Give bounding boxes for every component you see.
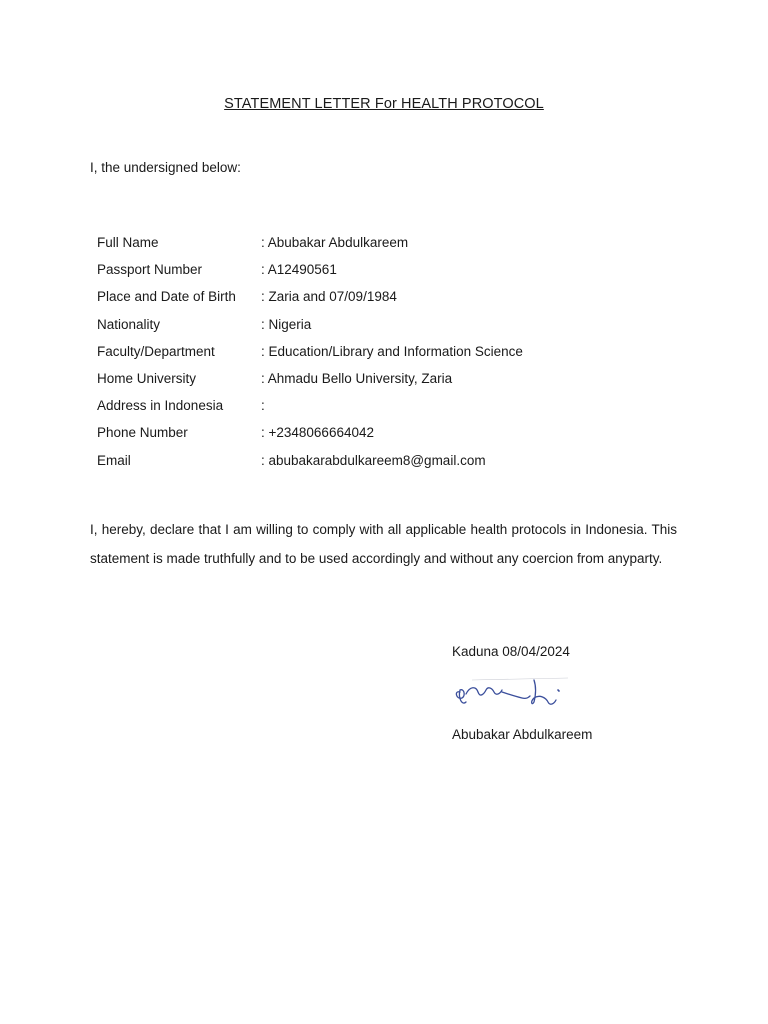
field-row-phone-number [97,425,697,452]
field-row-place-date-of-birth [97,289,697,316]
personal-details-table [97,235,697,480]
field-row-full-name [97,235,697,262]
field-label: Passport Number [97,262,203,278]
field-label: Email [97,452,131,468]
field-row-faculty-department [97,344,697,371]
field-value: : Nigeria [261,316,312,332]
field-row-home-university [97,371,697,398]
field-value: : Education/Library and Information Science [261,343,523,359]
field-label: Phone Number [97,425,188,441]
signer-name: Abubakar Abdulkareem [452,727,593,742]
field-value: : Ahmadu Bello University, Zaria [261,370,453,386]
field-label: Faculty/Department [97,343,215,359]
field-value: : Abubakar Abdulkareem [261,235,409,250]
field-value: : A12490561 [261,262,337,278]
field-row-passport-number [97,262,697,289]
field-value: : Zaria and 07/09/1984 [261,289,397,305]
field-label: Full Name [97,235,159,250]
intro-text: I, the undersigned below: [90,160,241,175]
field-row-email [97,453,697,480]
field-row-address-in-indonesia [97,398,697,425]
field-label: Home University [97,370,197,386]
field-label: Nationality [97,316,161,332]
field-label: Place and Date of Birth [97,289,236,305]
place-date: Kaduna 08/04/2024 [452,644,570,659]
field-row-nationality [97,317,697,344]
field-value: : abubakarabdulkareem8@gmail.com [261,452,486,468]
field-value: : +2348066664042 [261,425,374,441]
field-value: : [261,398,265,414]
handwritten-signature [452,672,572,714]
document-title: STATEMENT LETTER For HEALTH PROTOCOL [224,96,544,112]
declaration-paragraph: I, hereby, declare that I am willing to comply with all applicable health protocols in Indonesia. This statement is made truthfully and to be used accordingly and without any coercion from anyparty. [90,522,677,566]
field-label: Address in Indonesia [97,398,224,414]
